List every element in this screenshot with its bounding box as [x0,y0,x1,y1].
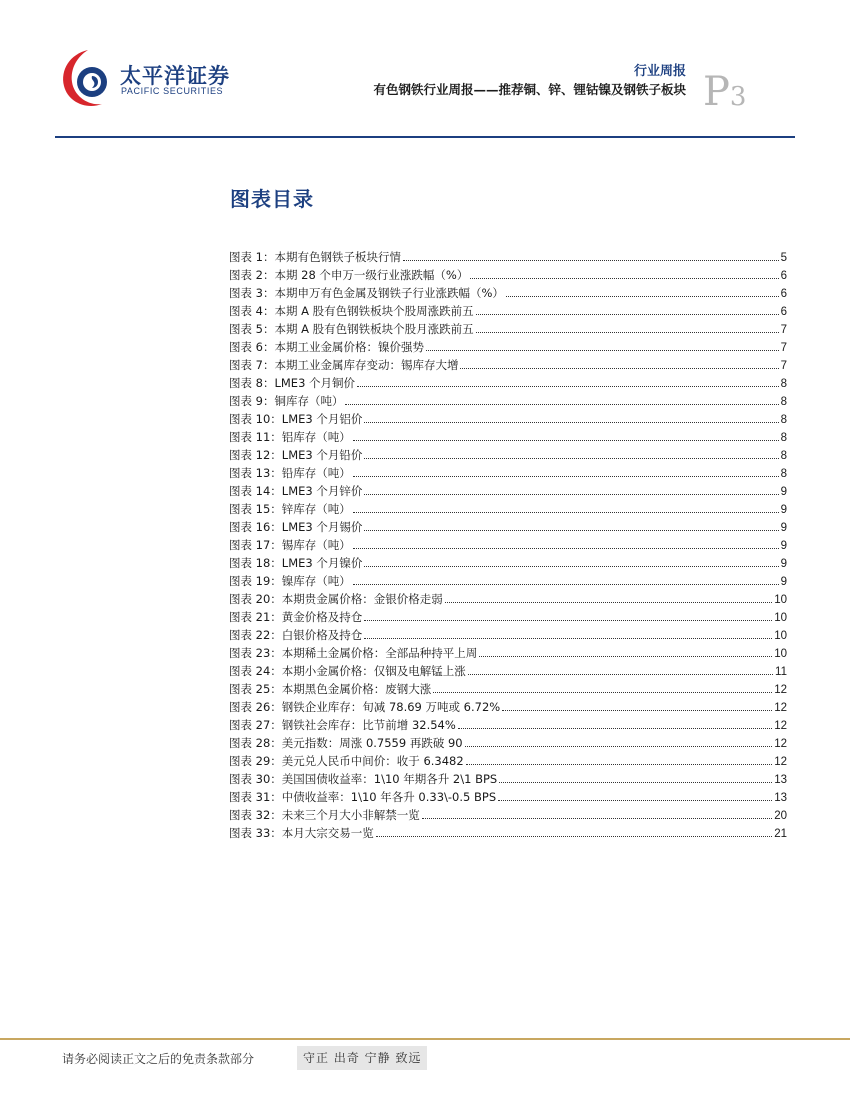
toc-entry-label: 图表 12：LME3 个月铅价 [229,448,363,462]
toc-entry-page: 6 [780,270,787,282]
toc-entry[interactable] [229,411,787,429]
toc-entry-leader [433,692,772,693]
toc-entry-label: 图表 15：锌库存（吨） [229,502,351,516]
toc-entry-page: 12 [774,684,787,696]
toc-entry-label: 图表 25：本期黑色金属价格：废钢大涨 [229,682,432,696]
toc-entry[interactable] [229,645,787,663]
toc-entry-label: 图表 19：镍库存（吨） [229,574,351,588]
toc-entry-label: 图表 22：白银价格及持仓 [229,628,363,642]
brand-name-en: PACIFIC SECURITIES [121,86,224,96]
toc-entry-label: 图表 29：美元兑人民币中间价：收于 6.3482 [229,754,464,768]
toc-entry-page: 10 [774,594,787,606]
toc-entry-leader [353,476,779,477]
toc-entry[interactable] [229,735,787,753]
toc-entry-page: 5 [780,252,787,264]
toc-entry-label: 图表 8：LME3 个月铜价 [229,376,356,390]
toc-entry-label: 图表 30：美国国债收益率：1\10 年期各升 2\1 BPS [229,772,498,786]
toc-entry-leader [364,566,778,567]
toc-entry-page: 9 [780,522,787,534]
toc-list [229,249,787,843]
toc-entry-leader [376,836,772,837]
toc-entry-page: 9 [780,558,787,570]
toc-entry-leader [476,314,779,315]
toc-entry[interactable] [229,555,787,573]
toc-entry-label: 图表 14：LME3 个月锌价 [229,484,363,498]
toc-entry-leader [426,350,779,351]
toc-entry-leader [364,530,778,531]
toc-entry-label: 图表 11：铝库存（吨） [229,430,351,444]
toc-entry[interactable] [229,483,787,501]
toc-entry-label: 图表 10：LME3 个月铝价 [229,412,363,426]
toc-entry-page: 12 [774,756,787,768]
toc-entry-label: 图表 24：本期小金属价格：仅铟及电解锰上涨 [229,664,466,678]
toc-entry[interactable] [229,771,787,789]
toc-entry-label: 图表 26：钢铁企业库存：旬减 78.69 万吨或 6.72% [229,700,501,714]
toc-entry-page: 10 [774,630,787,642]
toc-entry-leader [506,296,779,297]
toc-entry[interactable] [229,339,787,357]
toc-entry-leader [403,260,779,261]
toc-entry[interactable] [229,609,787,627]
toc-entry-label: 图表 3：本期申万有色金属及钢铁子行业涨跌幅（%） [229,286,504,300]
toc-entry-leader [345,404,778,405]
toc-entry-page: 11 [775,666,787,678]
toc-entry-page: 12 [774,720,787,732]
toc-entry-leader [499,782,772,783]
toc-entry-leader [466,764,773,765]
toc-entry-leader [465,746,773,747]
toc-entry-leader [364,494,778,495]
toc-entry[interactable] [229,393,787,411]
toc-entry-label: 图表 17：锡库存（吨） [229,538,351,552]
brand-name-cn: 太平洋证券 [120,64,230,88]
page-number [703,69,747,115]
toc-entry[interactable] [229,519,787,537]
toc-entry-page: 13 [774,774,787,786]
footer-divider [0,1038,850,1040]
toc-entry-leader [364,638,772,639]
toc-entry[interactable] [229,699,787,717]
toc-entry-leader [502,710,772,711]
toc-entry-page: 7 [780,324,787,336]
toc-entry[interactable] [229,789,787,807]
toc-entry[interactable] [229,663,787,681]
toc-entry-page: 20 [774,810,787,822]
toc-entry-page: 8 [780,378,787,390]
toc-entry-page: 9 [780,576,787,588]
toc-entry[interactable] [229,357,787,375]
toc-entry-page: 8 [780,450,787,462]
toc-entry-page: 10 [774,648,787,660]
toc-entry-page: 9 [780,540,787,552]
toc-entry-label: 图表 5：本期 A 股有色钢铁板块个股月涨跌前五 [229,322,474,336]
toc-entry[interactable] [229,285,787,303]
toc-entry-leader [364,458,778,459]
toc-entry-leader [422,818,772,819]
header-divider [55,136,795,138]
toc-entry-leader [479,656,772,657]
company-logo [58,46,118,112]
toc-entry[interactable] [229,537,787,555]
toc-entry[interactable] [229,321,787,339]
toc-entry-leader [460,368,778,369]
logo-mark-icon [58,46,118,112]
toc-entry-label: 图表 2：本期 28 个申万一级行业涨跌幅（%） [229,268,469,282]
toc-entry-leader [470,278,778,279]
toc-entry-page: 6 [780,306,787,318]
toc-entry-leader [476,332,779,333]
toc-entry-page: 8 [780,468,787,480]
footer-slogan: 守正 出奇 宁静 致远 [297,1046,427,1070]
toc-entry-leader [353,512,779,513]
toc-entry-page: 6 [780,288,787,300]
toc-entry-label: 图表 31：中债收益率：1\10 年各升 0.33\-0.5 BPS [229,790,497,804]
toc-entry[interactable] [229,249,787,267]
toc-entry-page: 21 [774,828,787,840]
toc-entry-page: 8 [780,396,787,408]
toc-entry-label: 图表 4：本期 A 股有色钢铁板块个股周涨跌前五 [229,304,474,318]
report-title: 有色钢铁行业周报——推荐铜、锌、锂钴镍及钢铁子板块 [373,82,686,97]
toc-entry-page: 8 [780,414,787,426]
toc-entry-leader [364,620,772,621]
toc-entry-page: 7 [780,342,787,354]
toc-entry-page: 9 [780,486,787,498]
toc-entry[interactable] [229,465,787,483]
toc-entry[interactable] [229,447,787,465]
toc-entry-leader [357,386,779,387]
toc-entry-page: 13 [774,792,787,804]
toc-entry-label: 图表 33：本月大宗交易一览 [229,826,374,840]
footer-disclaimer: 请务必阅读正文之后的免责条款部分 [62,1052,255,1066]
toc-entry-label: 图表 13：铅库存（吨） [229,466,351,480]
toc-entry-leader [353,548,779,549]
toc-entry-leader [364,422,778,423]
toc-entry-label: 图表 9：铜库存（吨） [229,394,344,408]
toc-entry[interactable] [229,627,787,645]
toc-entry-leader [458,728,772,729]
toc-entry-page: 10 [774,612,787,624]
toc-entry[interactable] [229,717,787,735]
toc-entry-label: 图表 16：LME3 个月锡价 [229,520,363,534]
toc-entry-label: 图表 1：本期有色钢铁子板块行情 [229,250,401,264]
toc-entry-page: 12 [774,702,787,714]
toc-entry-leader [498,800,772,801]
toc-entry[interactable] [229,267,787,285]
toc-entry[interactable] [229,681,787,699]
report-type: 行业周报 [633,64,686,79]
toc-entry[interactable] [229,429,787,447]
toc-entry-page: 12 [774,738,787,750]
toc-entry-label: 图表 18：LME3 个月镍价 [229,556,363,570]
toc-entry-label: 图表 27：钢铁社会库存：比节前增 32.54% [229,718,456,732]
toc-entry[interactable] [229,501,787,519]
toc-entry-leader [353,440,779,441]
toc-entry-label: 图表 28：美元指数：周涨 0.7559 再跌破 90 [229,736,463,750]
toc-entry-leader [468,674,773,675]
page-number-value: 3 [729,82,747,112]
toc-entry-page: 9 [780,504,787,516]
toc-entry-leader [445,602,772,603]
toc-entry-page: 7 [780,360,787,372]
toc-entry-page: 8 [780,432,787,444]
toc-entry-label: 图表 7：本期工业金属库存变动：锡库存大增 [229,358,459,372]
toc-entry-leader [353,584,779,585]
toc-entry[interactable] [229,807,787,825]
toc-entry[interactable] [229,573,787,591]
toc-entry-label: 图表 32：未来三个月大小非解禁一览 [229,808,420,822]
toc-entry-label: 图表 23：本期稀土金属价格：全部品种持平上周 [229,646,478,660]
toc-entry[interactable] [229,375,787,393]
toc-entry[interactable] [229,753,787,771]
toc-entry-label: 图表 20：本期贵金属价格：金银价格走弱 [229,592,443,606]
toc-entry[interactable] [229,591,787,609]
toc-title: 图表目录 [230,187,314,211]
page-letter: P [703,69,730,115]
toc-entry-label: 图表 6：本期工业金属价格：镍价强势 [229,340,424,354]
toc-entry-label: 图表 21：黄金价格及持仓 [229,610,363,624]
toc-entry[interactable] [229,825,787,843]
toc-entry[interactable] [229,303,787,321]
